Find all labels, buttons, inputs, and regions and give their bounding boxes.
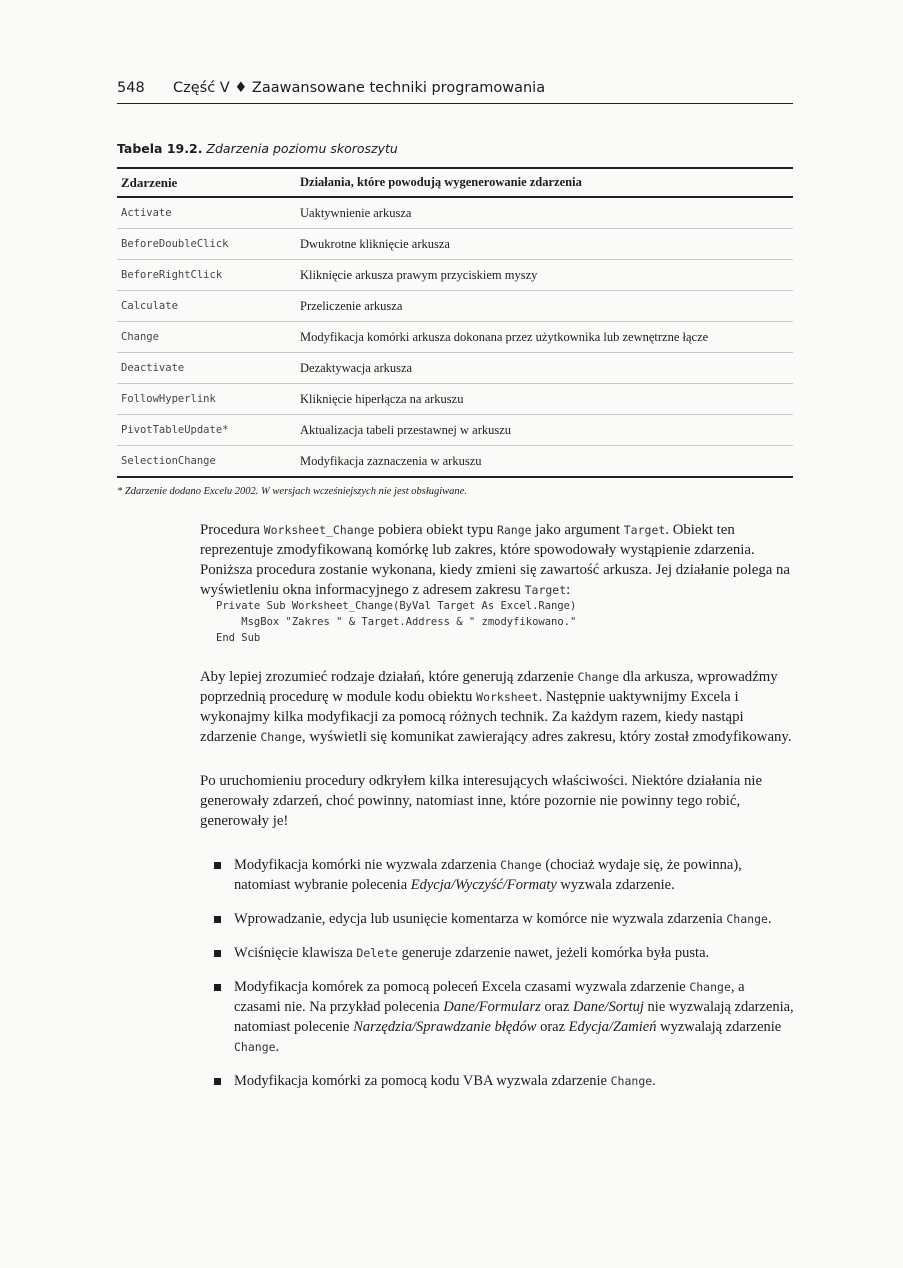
code-term: Change xyxy=(610,1074,653,1088)
event-name: Calculate xyxy=(121,300,178,312)
event-name: SelectionChange xyxy=(121,455,216,467)
text-run: . xyxy=(275,1039,280,1055)
bullet-square-icon xyxy=(214,984,221,991)
text-run: , a czasami nie. Na przykład polecenia xyxy=(234,979,745,1015)
text-run: . Obiekt ten reprezentuje zmodyfikowaną komórkę lub zakres, które spowodowały wystąpienie zdarzenia. Poniższa procedura zostanie wykonana, kiedy zmieni się zawartość arkusza. Jej działanie polega na wyświetleniu okna informacyjnego z adresem zakresu xyxy=(200,522,790,598)
header-event: Zdarzenie xyxy=(121,174,178,190)
table-footnote: * Zdarzenie dodano Excelu 2002. W wersjach wcześniejszych nie jest obsługiwane. xyxy=(117,486,467,497)
text-run: , wyświetli się komunikat zawierający adres zakresu, który został zmodyfikowany. xyxy=(301,729,792,745)
table-row xyxy=(117,322,793,353)
text-run: Wciśnięcie klawisza xyxy=(234,945,357,961)
events-table xyxy=(117,167,793,478)
table-header xyxy=(117,169,793,196)
code-term: Change xyxy=(577,670,620,684)
code-term: Change xyxy=(260,730,302,744)
event-name: Deactivate xyxy=(121,362,185,374)
table-row xyxy=(117,446,793,478)
table-row xyxy=(117,260,793,291)
text-run: generuje zdarzenie nawet, jeżeli komórka była pusta. xyxy=(397,945,710,961)
event-desc: Uaktywnienie arkusza xyxy=(300,205,412,220)
text-run: . xyxy=(767,911,772,927)
code-term: Worksheet_Change xyxy=(263,523,375,537)
bullet-square-icon xyxy=(214,862,221,869)
text-run: Modyfikacja komórek za pomocą poleceń Excela czasami wyzwala zdarzenie xyxy=(234,979,690,995)
table-row xyxy=(117,229,793,260)
header-rule xyxy=(117,103,793,104)
text-run: . xyxy=(652,1073,656,1089)
table-caption xyxy=(117,141,398,156)
paragraph-testing xyxy=(200,667,795,747)
table-row xyxy=(117,384,793,415)
event-desc: Kliknięcie arkusza prawym przyciskiem myszy xyxy=(300,267,538,282)
code-listing: Private Sub Worksheet_Change(ByVal Target As Excel.Range) MsgBox "Zakres " & Target.Address & " zmodyfikowano." End Sub xyxy=(216,600,577,644)
event-desc: Modyfikacja komórki arkusza dokonana przez użytkownika lub zewnętrzne łącze xyxy=(300,329,709,344)
table-row xyxy=(117,353,793,384)
code-term: Target xyxy=(623,523,666,537)
event-desc: Kliknięcie hiperłącza na arkuszu xyxy=(300,391,464,406)
text-run: jako argument xyxy=(531,522,624,538)
text-run: Modyfikacja komórki nie wyzwala zdarzenia xyxy=(234,857,501,873)
event-desc: Aktualizacja tabeli przestawnej w arkuszu xyxy=(300,422,512,437)
event-name: PivotTableUpdate* xyxy=(121,424,229,436)
running-title: Część V ♦ Zaawansowane techniki programowania xyxy=(173,80,546,96)
page-header xyxy=(117,80,793,96)
table-row xyxy=(117,415,793,446)
menu-path: Narzędzia/Sprawdzanie błędów xyxy=(353,1019,537,1035)
menu-path: Edycja/Zamień xyxy=(568,1019,657,1035)
event-name: BeforeDoubleClick xyxy=(121,238,229,250)
bullet-square-icon xyxy=(214,916,221,923)
text-run: oraz xyxy=(540,999,574,1015)
event-name: FollowHyperlink xyxy=(121,393,216,405)
event-name: Change xyxy=(121,331,159,343)
list-item-text xyxy=(234,855,794,895)
list-item-text xyxy=(234,977,794,1057)
list-item-text xyxy=(234,1071,794,1091)
bullet-square-icon xyxy=(214,1078,221,1085)
text-run: (chociaż wydaje się, że powinna), natomiast wybranie polecenia xyxy=(234,857,742,893)
text-run: Wprowadzanie, edycja lub usunięcie komentarza w komórce nie wyzwala zdarzenia xyxy=(234,911,727,927)
text-run: : xyxy=(566,582,571,598)
table-caption-title: Zdarzenia poziomu skoroszytu xyxy=(206,141,398,156)
text-run: dla arkusza, wprowadźmy poprzednią procedurę w module kodu obiektu xyxy=(200,669,778,705)
code-term: Change xyxy=(234,1040,276,1054)
paragraph-findings: Po uruchomieniu procedury odkryłem kilka interesujących właściwości. Niektóre działania nie generowały zdarzeń, choć powinny, natomiast inne, które pozornie nie powinny tego robić, generowały je! xyxy=(200,773,763,829)
code-term: Target xyxy=(524,583,567,597)
event-desc: Dwukrotne kliknięcie arkusza xyxy=(300,236,450,251)
table-row xyxy=(117,198,793,229)
paragraph-worksheet-change xyxy=(200,520,795,600)
list-item-text xyxy=(234,943,794,963)
text-run: wyzwala zdarzenie. xyxy=(556,877,675,893)
list-item xyxy=(210,943,810,963)
table-row xyxy=(117,291,793,322)
text-run: oraz xyxy=(536,1019,569,1035)
list-item xyxy=(210,977,810,1057)
text-run: pobiera obiekt typu xyxy=(374,522,497,538)
event-name: BeforeRightClick xyxy=(121,269,223,281)
menu-path: Dane/Sortuj xyxy=(573,999,644,1015)
code-term: Change xyxy=(500,858,542,872)
event-desc: Dezaktywacja arkusza xyxy=(300,360,413,375)
event-name: Activate xyxy=(121,207,172,219)
list-item-text xyxy=(234,909,794,929)
text-run: nie wyzwalają zdarzenia, natomiast polecenie xyxy=(234,999,794,1035)
text-run: Aby lepiej zrozumieć rodzaje działań, które generują zdarzenie xyxy=(200,669,578,685)
text-run: Modyfikacja komórki za pomocą kodu VBA wyzwala zdarzenie xyxy=(234,1073,611,1089)
menu-path: Dane/Formularz xyxy=(443,999,541,1015)
code-term: Change xyxy=(689,980,731,994)
header-action: Działania, które powodują wygenerowanie zdarzenia xyxy=(300,175,582,189)
event-desc: Modyfikacja zaznaczenia w arkuszu xyxy=(300,453,482,468)
event-desc: Przeliczenie arkusza xyxy=(300,298,403,313)
list-item xyxy=(210,1071,810,1091)
code-term: Delete xyxy=(356,946,398,960)
code-term: Change xyxy=(726,912,768,926)
text-run: wyzwalają zdarzenie xyxy=(656,1019,782,1035)
list-item xyxy=(210,855,810,895)
code-term: Worksheet xyxy=(476,690,539,704)
code-term: Range xyxy=(496,523,532,537)
text-run: Procedura xyxy=(200,522,264,538)
bullet-square-icon xyxy=(214,950,221,957)
findings-list xyxy=(210,855,810,1105)
list-item xyxy=(210,909,810,929)
table-caption-label: Tabela 19.2. xyxy=(117,141,203,156)
text-run: . Następnie uaktywnijmy Excela i wykonajmy kilka modyfikacji za pomocą różnych technik. Za każdym razem, kiedy nastąpi zdarzenie xyxy=(200,689,744,745)
menu-path: Edycja/Wyczyść/Formaty xyxy=(410,877,557,893)
page-number: 548 xyxy=(117,80,145,96)
